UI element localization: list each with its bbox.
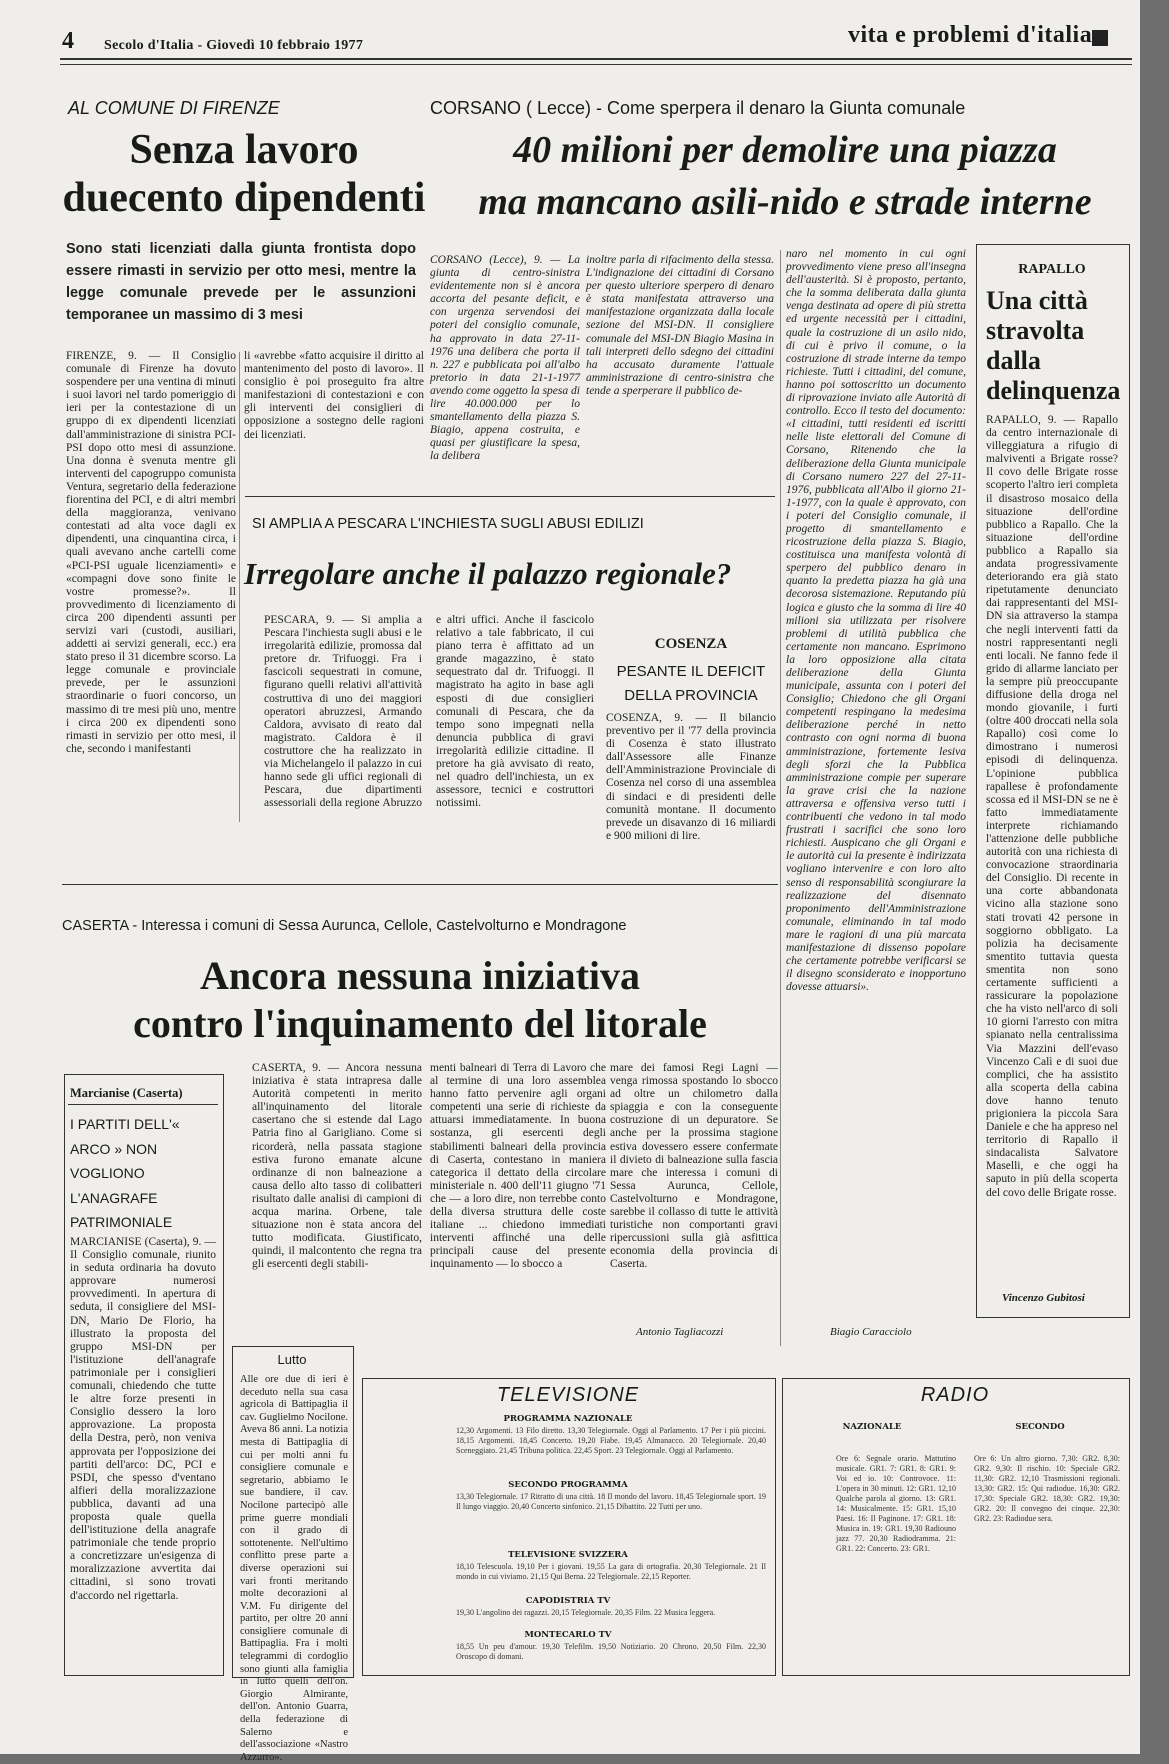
pescara-body: PESCARA, 9. — Si amplia a Pescara l'inchiesta sugli abusi e le irregolarità edilizie, promossa dal pretore dr. Trifuoggi. Fra i fascicoli sequestrati in comune, figurano quelli relativi all'attività costruttiva di uno dei maggiori operatori abruzzesi, Armando Caldora, avvisato di reato dal magistrato. Caldora è il costruttore che ha realizzato in via Michelangelo il palazzo in cui hanno sede gli uffici regionali di Pescara, due dipartimenti assessoriali della regione Abruzzo e altri uffici. Anche il fascicolo relativo a tale fabbricato, il cui piano terra è affittato ad un grande magazzino, è stato sequestrato dal dr. Trifuoggi. Il magistrato ha agito in base agli esposti di due consiglieri comunali di Pescara, che da tempo sono impegnati nella denuncia pubblica di gravi irregolarità edilizie cittadine. Il pretore ha già avvisato di reato, nel quadro dell'inchiesta, un ex assessore, tecnici e costruttori notissimi.	[264, 614, 594, 810]
tv-second: 13,30 Telegiornale. 17 Ritratto di una città. 18 Il mondo del lavoro. 18,45 Telegiornale sport. 19 Il lungo viaggio. 20,40 Concerto sinfonico. 21,15 Dibattito. 22 Tutti per uno.	[456, 1492, 766, 1511]
rapallo-headline: Una città stravolta dalla delinquenza	[986, 286, 1121, 405]
marcianise-place: Marcianise (Caserta)	[70, 1086, 183, 1100]
corsano-kicker: CORSANO ( Lecce) - Come sperpera il denaro la Giunta comunale	[430, 98, 966, 118]
corsano-headline-2: ma mancano asili-nido e strade interne	[478, 181, 1092, 223]
tv-capodistria-title: CAPODISTRIA TV	[525, 1596, 611, 1606]
corsano-col-3: naro nel momento in cui ogni provvedimento viene preso all'insegna dell'austerità. Si è proposto, pertanto, che la somma deliberata dalla giunta venga destinata ad opere di più stretta ed urgente necessità per i cittadini, quale la costruzione di un asilo nido, di cui è privo il comune, o la costruzione di strade interne da tempo richieste. Tutti i cittadini, del comune, hanno poi sottoscritto un documento di riprovazione inviato alle Autorità di controllo. Ecco il testo del documento: «I cittadini, tutti residenti ed iscritti nelle liste elettorali del Comune di Corsano, Ritenendo che la deliberazione della Giunta municipale di Corsano numero 227 del 27-11-1976, pubblicata all'Albo il giorno 21-1-1977, con la quale è approvato, con i poteri del Consiglio comunale, il progetto di smantellamento e ricostruzione della piazza S. Biagio, costituisca una manifesta volontà di sperpero del pubblico denaro in quanto la predetta piazza ha già una decorosa sistemazione. Reputando più logica e giusto che la somma di lire 40 milioni sia utilizzata per risolvere problemi di utilità pubblica che certamente non mancano. Esprimono la loro opposizione alla citata deliberazione della Giunta municipale, assunta con i poteri del Consiglio; Chiedono che gli Organi competenti respingano la medesima deliberazione perché in netto contrasto con ogni norma di buona amministrazione, fortemente lesiva degli sforzi che la Pubblica amministrazione compie per superare la grave crisi che la nazione attraversa e offensiva verso tutti i contribuenti che vedono in tal modo frustrati i sacrifici che sono loro richiesti. Auspicano che gli Organi e le autorità cui la presente è indirizzata vogliano intervenire e con loro alto senso di responsabilità scongiurare la realizzazione del disennato proponimento dell'Amministrazione comunale, eliminando in tal modo mare le ragioni di una più marcata manifestazione di dissenso popolare che certamente potrebbe verificarsi se il disegno sconsiderato e inopportuno dovesse attuarsi».	[786, 248, 966, 994]
cosenza-headline: PESANTE IL DEFICIT DELLA PROVINCIA	[616, 663, 766, 704]
section-square-icon	[1092, 30, 1108, 46]
header-rule	[60, 58, 1132, 60]
paper-dateline: Secolo d'Italia - Giovedì 10 febbraio 1977	[104, 38, 364, 53]
tv-montecarlo: 18,55 Un peu d'amour. 19,30 Telefilm. 19,50 Notiziario. 20 Chrono. 20,50 Film. 22,30 Oroscopo di domani.	[456, 1642, 766, 1661]
caserta-col-2: menti balneari di Terra di Lavoro che al termine di una loro assemblea hanno fatto pervenire agli organi competenti una serie di richieste da attuarsi immediatamente. In buona sostanza, gli esercenti degli stabilimenti balneari della provincia di Caserta, contestano in maniera categorica il dettato della circolare ministeriale n. 400 dell'11 giugno '71 che — a loro dire, non terrebbe conto della diversa struttura delle coste italiane ... chiedono immediati interventi affinché una delle principali cause del presente inquinamento — lo sbocco a	[430, 1062, 606, 1271]
cosenza-place: COSENZA	[654, 636, 728, 652]
firenze-deck: Sono stati licenziati dalla giunta frontista dopo essere rimasti in servizio per otto mesi, mentre la legge comunale prevede per le assunzioni temporanee un massimo di 3 mesi	[66, 241, 416, 323]
caserta-kicker-text: CASERTA - Interessa i comuni di Sessa Aurunca, Cellole, Castelvolturno e Mondragone	[62, 918, 627, 934]
corsano-col-1: CORSANO (Lecce), 9. — La giunta di centro-sinistra evidentemente non si è ancora accorta del pesante deficit, e con urgenza servendosi dei poteri del consiglio comunale, ha approvato in data 27-11-1976 una delibera che porta il n. 227 e pubblicata poi all'albo pretorio in data 21-1-1977 avendo come oggetto la spesa di lire 40.000.000 per lo smantellamento della piazza S. Biagio, appena costruita, e quasi per giustificare la spesa, la delibera	[430, 254, 580, 463]
corsano-col-rule	[780, 250, 781, 1346]
marcianise-headline: I PARTITI DELL'« ARCO » NON VOGLIONO L'ANAGRAFE PATRIMONIALE	[70, 1116, 180, 1230]
firenze-col-1: FIRENZE, 9. — Il Consiglio comunale di Firenze ha dovuto sospendere per una ventina di minuti i suoi lavori nel tardo pomeriggio di ieri per la contestazione di un gruppo di ex dipendenti licenziati dall'amministrazione di sinistra PCI-PSI dopo otto mesi di assunzione. Una donna è svenuta mentre gli interventi del capogruppo comunista Ventura, segretario della federazione fiorentina del PCI, e di altri membri della maggioranza, venivano contestati ad alta voce dagli ex dipendenti, una cinquantina circa, i quali avevano anche cartelli come «PCI-PSI uguale licenziamenti» e «compagni dove sono finite le vostre promesse?». Il provvedimento di licenziamento di circa 200 dipendenti assunti per servizi vari (custodi, ausiliari, addetti ai servizi generali, ecc.) era stato preso il 31 dicembre scorso. La legge comunale e provinciale prevede, per le assunzioni straordinarie o fuori concorso, un massimo di tre mesi più uno, mentre i circa 200 ex dipendenti sono rimasti in servizio per otto mesi, il che, secondo i manifestanti	[66, 350, 236, 755]
radio-col-2-title: SECONDO	[1015, 1422, 1065, 1432]
caserta-signature: Antonio Tagliacozzi	[636, 1326, 724, 1338]
firenze-col-rule	[239, 352, 240, 822]
firenze-col-2: li «avrebbe «fatto acquisire il diritto al mantenimento del posto di lavoro». Il consiglio è poi proseguito fra altre manifestazioni di contestazioni e con gli interventi dei consiglieri di opposizione a sostegno delle ragioni dei licenziati.	[244, 350, 424, 441]
rapallo-body: RAPALLO, 9. — Rapallo da centro internazionale di villeggiatura a rifugio di malviventi a Brigate rosse? Il covo delle Brigate rosse scoperto l'altro ieri completa il disastroso mosaico della situazione dell'ordine pubblico a Rapallo. Che la situazione dell'ordine pubblico a Rapallo sia andata progressivamente deteriorando era già stato ripetutamente denunciato dai rappresentanti del MSI-DN sia attraverso la stampa che negli interventi fatti da nostri rappresentanti negli enti locali. Ne fanno fede il grido di allarme lanciato per la sempre più preoccupante diffusione della droga nel mondo giovanile, i furti (oltre 400 droccati nella sola Rapallo) così come lo dimostrano i numerosi episodi di delinquenza. L'opinione pubblica rapallese è profondamente scossa ed il MSI-DN se ne è fatto immediatamente interprete richiamando l'attenzione delle pubbliche autorità con una richiesta di convocazione straordinaria del Consiglio. Di recente in una corte abbandonata vicino alla stazione sono stati trovati 42 persone in soggiorno obbligato. La polizia ha decisamente smentito tuttavia questa smentita non sono certamente sufficienti a rassicurare la popolazione che ha visto nell'arco di soli 10 giorni l'arresto con mitra spianato nella centralissima Via Mazzini dell'evaso Vincenzo Calì e di suoi due complici, che ha assistito alla scoperta della cabina dove hanno tenuto prigioniera la piccola Sara Daniele e che ha appreso nel territorio di Rapallo il sindacalista Salvatore Maselli, e che oggi ha saputo in più della scoperta del covo delle Brigate rosse.	[986, 414, 1118, 1199]
radio-title: RADIO	[920, 1384, 990, 1406]
radio-col-1: Ore 6: Segnale orario. Mattutino musicale. GR1. 7: GR1. 8: GR1. 9: Voi ed io. 10: Controvoce. 11: L'opera in 30 minuti. 12: GR1. 12,10 Qualche parola al giorno. 13: GR1. 14: Musicalmente. 15: GR1. 15,10 Paesi. 16: Il Paginone. 17: GR1. 18: Musica in. 19: GR1. 19,30 Radiouno jazz 77. 20,30 Radiodramma. 21: GR1. 22: Concerto. 23: GR1.	[836, 1454, 956, 1553]
tv-swiss: 18,10 Telescuola. 19,10 Per i giovani. 19,55 La gara di ortografia. 20,30 Telegiornale. 21 Il mondo in cui viviamo. 21,15 Qui Berna. 22 Telegiornale. 22,15 Reporter.	[456, 1562, 766, 1581]
tv-title: TELEVISIONE	[496, 1384, 640, 1406]
tv-montecarlo-title: MONTECARLO TV	[524, 1630, 612, 1640]
radio-col-1-title: NAZIONALE	[842, 1422, 902, 1432]
marcianise-body: MARCIANISE (Caserta), 9. — Il Consiglio comunale, riunito in seduta ordinaria ha dovuto approvare numerosi provvedimenti. In apertura di seduta, il consigliere del MSI-DN, Mario De Florio, ha illustrato la proposta del gruppo MSI-DN per l'istituzione dell'anagrafe patrimoniale per i consiglieri comunali, chiedendo che tutte le altre forze presenti in Consiglio dessero la loro approvazione. La proposta della Destra, però, non veniva approvata per l'opposizione dei partiti dell'arco: DC, PCI e PSDI, che spesso d'ventano alfieri della moralizzazione pubblica, davanti ad una proposta quale quella dell'istituzione della anagrafe patrimoniale che tende proprio a concretizzare un'esigenza di moralizzazione avvertita dai cittadini, si sono trovati d'accordo nel rigettarla.	[70, 1236, 216, 1602]
lutto-body: Alle ore due di ieri è deceduto nella sua casa agricola di Battipaglia il cav. Guglielmo Nocilone. Aveva 86 anni. La notizia mesta di Battipaglia di cui per molti anni fu consigliere comunale e segretario, abbiamo le sue bandiere, il cav. Nocilone partecipò alle prime guerre mondiali con il grado di sottotenente. Nell'ultimo conflitto prese parte a diverse operazioni sui vari fronti meritando molte decorazioni al V.M. Fu dirigente del partito, per oltre 20 anni consigliere comunale di Battipaglia. Fra i molti telegrammi di cordoglio sono giunti alla famiglia in lutto quelli dell'on. Giorgio Almirante, dell'on. Antonio Guarra, della federazione di Salerno e dell'associazione «Nastro Azzurro».	[240, 1374, 348, 1763]
marcianise-rule	[68, 1104, 218, 1105]
page-number: 4	[62, 28, 74, 54]
corsano-headline-1: 40 milioni per demolire una piazza	[513, 129, 1057, 171]
caserta-headline-1: Ancora nessuna iniziativa	[199, 953, 641, 998]
tv-capodistria: 19,30 L'angolino dei ragazzi. 20,15 Telegiornale. 20,35 Film. 22 Musica leggera.	[456, 1608, 716, 1617]
rapallo-place: RAPALLO	[1018, 262, 1086, 277]
pescara-top-rule	[245, 496, 775, 497]
corsano-signature: Biagio Caracciolo	[830, 1326, 912, 1338]
tv-national: 12,30 Argomenti. 13 Filo diretto. 13,30 Telegiornale. Oggi al Parlamento. 17 Per i più piccini. 18,15 Argomenti. 18,45 Concerto. 19,20 Fiabe. 19,45 Almanacco. 20 Telegiornale. 20,40 Sceneggiato. 21,45 Tribuna politica. 22,45 Sport. 23 Telegiornale. Oggi al Parlamento.	[456, 1426, 766, 1455]
pescara-kicker: SI AMPLIA A PESCARA L'INCHIESTA SUGLI ABUSI EDILIZI	[252, 516, 644, 532]
caserta-headline-2: contro l'inquinamento del litorale	[133, 1001, 707, 1046]
firenze-headline-1: Senza lavoro	[129, 127, 359, 173]
caserta-col-3: mare dei famosi Regi Lagni — venga rimossa spostando lo sbocco ad oltre un chilometro dalla spiaggia e con la conseguente costruzione di un depuratore. Se anche per la prossima stagione estiva dovessero essere confermate il divieto di balneazione sulla fascia mare che interessa i comuni di Sessa Aurunca, Cellole, Castelvolturno e Mondragone, sarebbe il collasso di tutte le attività turistiche non comportanti gravi ripercussioni sulla già asfittica economia della provincia di Caserta.	[610, 1062, 778, 1271]
header-rule-thin	[60, 64, 1132, 65]
caserta-top-rule	[62, 884, 778, 885]
section-title: vita e problemi d'italia	[848, 22, 1093, 48]
firenze-headline-2: duecento dipendenti	[62, 175, 426, 221]
radio-col-2: Ore 6: Un altro giorno. 7,30: GR2. 8,30: GR2. 9,30: Il rischio. 10: Speciale GR2. 11,30: GR2. 12,10 Trasmissioni regionali. 13,30: GR2. 15: Qui radiodue. 16,30: GR2. 17,30: Speciale GR2. 18,30: GR2. 19,30: GR2. 20: Il convegno dei cinque. 22,30: GR2. 23: Radiodue sera.	[974, 1454, 1120, 1523]
cosenza-body: COSENZA, 9. — Il bilancio preventivo per il '77 della provincia di Cosenza è stato illustrato dall'Assessore alle Finanze dell'Amministrazione Provinciale di Cosenza nel corso di una assemblea di sindaci e di presidenti delle comunità montane. Il documento prevede un disavanzo di 16 miliardi e 900 milioni di lire.	[606, 712, 776, 842]
pescara-headline: Irregolare anche il palazzo regionale?	[244, 556, 732, 591]
corsano-col-2: inoltre parla di rifacimento della stessa. L'indignazione dei cittadini di Corsano per questo ulteriore sperpero di denaro è stata manifestata attraverso una manifestazione organizzata dalla locale sezione del MSI-DN. Il consigliere comunale del MSI-DN Biagio Masina in tali interpreti dello sdegno dei cittadini ha accusato duramente l'attuale amministrazione di centro-sinistra che tende a sperperare il pubblico de-	[586, 254, 774, 397]
caserta-col-1: CASERTA, 9. — Ancora nessuna iniziativa è stata intrapresa dalle Autorità competenti in merito all'inquinamento del litorale casertano che si estende dal Lago Patria fino al Garigliano. Come si ricorderà, nella passata stagione estiva furono emanate alcune ordinanze di non balneazione a causa dello alto tasso di colibatteri risultato dalle analisi di campioni di acqua marina. Orbene, tale situazione non è stata ancora del tutto modificata. Giustificato, quindi, il malcontento che regna tra gli esercenti degli stabili-	[252, 1062, 422, 1271]
caserta-kicker	[62, 918, 626, 934]
tv-swiss-title: TELEVISIONE SVIZZERA	[508, 1550, 628, 1560]
tv-national-title: PROGRAMMA NAZIONALE	[503, 1414, 633, 1424]
tv-second-title: SECONDO PROGRAMMA	[508, 1480, 628, 1490]
lutto-title: Lutto	[277, 1352, 307, 1367]
firenze-kicker: AL COMUNE DI FIRENZE	[68, 98, 280, 118]
rapallo-signature: Vincenzo Gubitosi	[1002, 1292, 1085, 1304]
